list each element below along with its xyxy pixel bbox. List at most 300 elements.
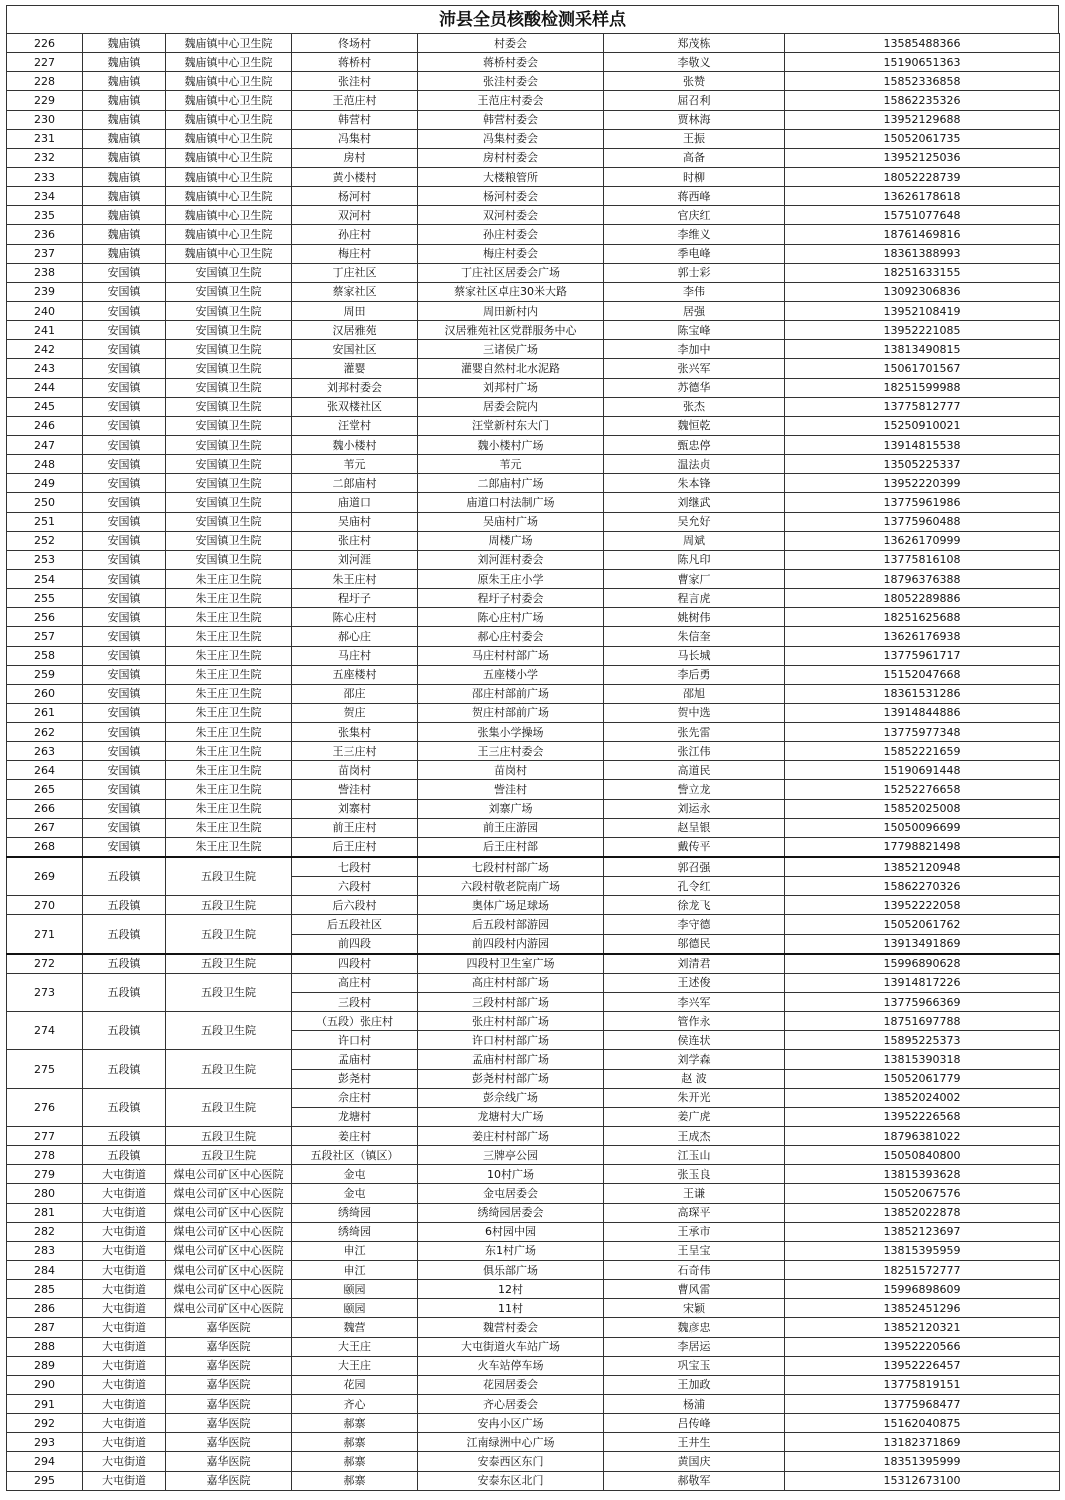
contact-cell: 张赞 (604, 72, 785, 91)
table-row (7, 359, 1060, 378)
village-cell: 梅庄村 (292, 244, 418, 263)
hospital-cell: 魏庙镇中心卫生院 (166, 91, 292, 110)
phone-cell: 15996890628 (785, 954, 1060, 974)
phone-cell: 15162040875 (785, 1414, 1060, 1433)
location-cell: 蒋桥村委会 (418, 53, 604, 72)
village-cell: 房村 (292, 148, 418, 167)
table-row (7, 225, 1060, 244)
table-row (7, 1433, 1060, 1452)
row-number: 246 (7, 416, 83, 435)
phone-cell: 13952108419 (785, 301, 1060, 320)
phone-cell: 13585488366 (785, 34, 1060, 53)
phone-cell: 13852123697 (785, 1222, 1060, 1241)
row-number: 287 (7, 1318, 83, 1337)
village-cell: 刘河涯 (292, 550, 418, 569)
contact-cell: 孔令红 (604, 877, 785, 896)
phone-cell: 13775966369 (785, 993, 1060, 1012)
phone-cell: 13852451296 (785, 1299, 1060, 1318)
hospital-cell: 魏庙镇中心卫生院 (166, 129, 292, 148)
table-row (7, 818, 1060, 837)
contact-cell: 程言虎 (604, 589, 785, 608)
village-cell: 彭尧村 (292, 1069, 418, 1088)
contact-cell: 吴允好 (604, 512, 785, 531)
location-cell: 三牌亭公园 (418, 1146, 604, 1165)
phone-cell: 13952125036 (785, 148, 1060, 167)
village-cell: 孙庄村 (292, 225, 418, 244)
town-cell: 安国镇 (83, 646, 166, 665)
town-cell: 安国镇 (83, 761, 166, 780)
phone-cell: 13852024002 (785, 1088, 1060, 1107)
town-cell: 魏庙镇 (83, 167, 166, 186)
row-number: 282 (7, 1222, 83, 1241)
village-cell: 马庄村 (292, 646, 418, 665)
location-cell: 江南绿洲中心广场 (418, 1433, 604, 1452)
table-row (7, 378, 1060, 397)
town-cell: 魏庙镇 (83, 34, 166, 53)
village-cell: 颐园 (292, 1299, 418, 1318)
phone-cell: 13182371869 (785, 1433, 1060, 1452)
phone-cell: 13626170999 (785, 531, 1060, 550)
village-cell: 龙塘村 (292, 1107, 418, 1126)
town-cell: 五段镇 (83, 973, 166, 1011)
town-cell: 魏庙镇 (83, 53, 166, 72)
town-cell: 魏庙镇 (83, 72, 166, 91)
contact-cell: 魏恒乾 (604, 416, 785, 435)
hospital-cell: 安国镇卫生院 (166, 550, 292, 569)
table-row (7, 531, 1060, 550)
hospital-cell: 朱王庄卫生院 (166, 799, 292, 818)
town-cell: 安国镇 (83, 531, 166, 550)
phone-cell: 18361388993 (785, 244, 1060, 263)
village-cell: 齐心 (292, 1394, 418, 1413)
village-cell: 朱王庄村 (292, 569, 418, 588)
contact-cell: 李伟 (604, 282, 785, 301)
contact-cell: 朱开光 (604, 1088, 785, 1107)
location-cell: 刘河涯村委会 (418, 550, 604, 569)
town-cell: 大屯街道 (83, 1471, 166, 1490)
phone-cell: 15061701567 (785, 359, 1060, 378)
sheet-title: 沛县全员核酸检测采样点 (6, 5, 1059, 33)
location-cell: 12村 (418, 1280, 604, 1299)
contact-cell: 马长城 (604, 646, 785, 665)
table-row (7, 340, 1060, 359)
village-cell: （五段）张庄村 (292, 1012, 418, 1031)
table-row (7, 512, 1060, 531)
table-row (7, 915, 1060, 934)
village-cell: 孟庙村 (292, 1050, 418, 1069)
village-cell: 花园 (292, 1375, 418, 1394)
contact-cell: 屈召利 (604, 91, 785, 110)
table-row (7, 742, 1060, 761)
hospital-cell: 五段卫生院 (166, 1050, 292, 1088)
table-row (7, 493, 1060, 512)
location-cell: 姜庄村村部广场 (418, 1127, 604, 1146)
village-cell: 蒋桥村 (292, 53, 418, 72)
town-cell: 大屯街道 (83, 1356, 166, 1375)
location-cell: 高庄村村部广场 (418, 973, 604, 992)
town-cell: 安国镇 (83, 359, 166, 378)
location-cell: 五座楼小学 (418, 665, 604, 684)
row-number: 243 (7, 359, 83, 378)
village-cell: 苇元 (292, 455, 418, 474)
table-row (7, 1394, 1060, 1413)
hospital-cell: 魏庙镇中心卫生院 (166, 110, 292, 129)
village-cell: 安国社区 (292, 340, 418, 359)
phone-cell: 13952129688 (785, 110, 1060, 129)
location-cell: 汪堂新村东大门 (418, 416, 604, 435)
row-number: 267 (7, 818, 83, 837)
contact-cell: 江玉山 (604, 1146, 785, 1165)
village-cell: 双河村 (292, 206, 418, 225)
table-row (7, 857, 1060, 877)
town-cell: 大屯街道 (83, 1261, 166, 1280)
row-number: 247 (7, 435, 83, 454)
contact-cell: 李敬义 (604, 53, 785, 72)
table-row (7, 589, 1060, 608)
location-cell: 许口村村部广场 (418, 1031, 604, 1050)
contact-cell: 石奇伟 (604, 1261, 785, 1280)
hospital-cell: 朱王庄卫生院 (166, 646, 292, 665)
hospital-cell: 魏庙镇中心卫生院 (166, 148, 292, 167)
town-cell: 五段镇 (83, 857, 166, 896)
town-cell: 五段镇 (83, 1088, 166, 1126)
hospital-cell: 朱王庄卫生院 (166, 569, 292, 588)
hospital-cell: 五段卫生院 (166, 954, 292, 974)
hospital-cell: 朱王庄卫生院 (166, 818, 292, 837)
hospital-cell: 安国镇卫生院 (166, 282, 292, 301)
phone-cell: 15050096699 (785, 818, 1060, 837)
town-cell: 安国镇 (83, 684, 166, 703)
contact-cell: 姚树伟 (604, 608, 785, 627)
village-cell: 刘邦村委会 (292, 378, 418, 397)
contact-cell: 黄国庆 (604, 1452, 785, 1471)
town-cell: 安国镇 (83, 550, 166, 569)
phone-cell: 15751077648 (785, 206, 1060, 225)
row-number: 283 (7, 1241, 83, 1260)
row-number: 291 (7, 1394, 83, 1413)
contact-cell: 张兴军 (604, 359, 785, 378)
phone-cell: 13815393628 (785, 1165, 1060, 1184)
table-row (7, 954, 1060, 974)
phone-cell: 15312673100 (785, 1471, 1060, 1490)
row-number: 255 (7, 589, 83, 608)
phone-cell: 15862235326 (785, 91, 1060, 110)
row-number: 276 (7, 1088, 83, 1126)
row-number: 248 (7, 455, 83, 474)
village-cell: 四段村 (292, 954, 418, 974)
hospital-cell: 魏庙镇中心卫生院 (166, 167, 292, 186)
phone-cell: 18796381022 (785, 1127, 1060, 1146)
village-cell: 郝寨 (292, 1414, 418, 1433)
hospital-cell: 安国镇卫生院 (166, 474, 292, 493)
town-cell: 魏庙镇 (83, 129, 166, 148)
hospital-cell: 朱王庄卫生院 (166, 761, 292, 780)
row-number: 233 (7, 167, 83, 186)
location-cell: 周楼广场 (418, 531, 604, 550)
contact-cell: 郝敬军 (604, 1471, 785, 1490)
phone-cell: 13913491869 (785, 934, 1060, 954)
row-number: 293 (7, 1433, 83, 1452)
hospital-cell: 煤电公司矿区中心医院 (166, 1299, 292, 1318)
town-cell: 大屯街道 (83, 1222, 166, 1241)
hospital-cell: 朱王庄卫生院 (166, 837, 292, 857)
row-number: 260 (7, 684, 83, 703)
town-cell: 安国镇 (83, 818, 166, 837)
village-cell: 姜庄村 (292, 1127, 418, 1146)
contact-cell: 陈凡印 (604, 550, 785, 569)
phone-cell: 15052061735 (785, 129, 1060, 148)
contact-cell: 高琛平 (604, 1203, 785, 1222)
table-row (7, 569, 1060, 588)
town-cell: 大屯街道 (83, 1452, 166, 1471)
hospital-cell: 安国镇卫生院 (166, 397, 292, 416)
location-cell: 王三庄村委会 (418, 742, 604, 761)
hospital-cell: 五段卫生院 (166, 896, 292, 915)
town-cell: 五段镇 (83, 915, 166, 954)
village-cell: 丁庄社区 (292, 263, 418, 282)
village-cell: 灌婴 (292, 359, 418, 378)
phone-cell: 18351395999 (785, 1452, 1060, 1471)
contact-cell: 王呈宝 (604, 1241, 785, 1260)
location-cell: 訾洼村 (418, 780, 604, 799)
phone-cell: 13626178618 (785, 187, 1060, 206)
table-row (7, 1203, 1060, 1222)
location-cell: 居委会院内 (418, 397, 604, 416)
contact-cell: 巩宝玉 (604, 1356, 785, 1375)
location-cell: 三段村村部广场 (418, 993, 604, 1012)
table-row (7, 53, 1060, 72)
phone-cell: 15852336858 (785, 72, 1060, 91)
village-cell: 郝寨 (292, 1433, 418, 1452)
town-cell: 五段镇 (83, 1146, 166, 1165)
row-number: 242 (7, 340, 83, 359)
contact-cell: 陈宝峰 (604, 321, 785, 340)
table-row (7, 1222, 1060, 1241)
row-number: 258 (7, 646, 83, 665)
town-cell: 安国镇 (83, 493, 166, 512)
contact-cell: 刘学森 (604, 1050, 785, 1069)
village-cell: 金屯 (292, 1165, 418, 1184)
hospital-cell: 魏庙镇中心卫生院 (166, 72, 292, 91)
town-cell: 魏庙镇 (83, 206, 166, 225)
village-cell: 五段社区（镇区） (292, 1146, 418, 1165)
row-number: 240 (7, 301, 83, 320)
phone-cell: 15250910021 (785, 416, 1060, 435)
location-cell: 贺庄村部前广场 (418, 703, 604, 722)
hospital-cell: 嘉华医院 (166, 1337, 292, 1356)
town-cell: 安国镇 (83, 703, 166, 722)
town-cell: 魏庙镇 (83, 91, 166, 110)
table-row (7, 1452, 1060, 1471)
table-row (7, 1088, 1060, 1107)
location-cell: 花园居委会 (418, 1375, 604, 1394)
contact-cell: 王成杰 (604, 1127, 785, 1146)
contact-cell: 王谦 (604, 1184, 785, 1203)
hospital-cell: 魏庙镇中心卫生院 (166, 53, 292, 72)
table-row (7, 646, 1060, 665)
hospital-cell: 五段卫生院 (166, 1012, 292, 1050)
location-cell: 韩营村委会 (418, 110, 604, 129)
hospital-cell: 嘉华医院 (166, 1452, 292, 1471)
town-cell: 魏庙镇 (83, 148, 166, 167)
village-cell: 佟场村 (292, 34, 418, 53)
location-cell: 吴庙村广场 (418, 512, 604, 531)
village-cell: 刘寨村 (292, 799, 418, 818)
phone-cell: 13952220399 (785, 474, 1060, 493)
table-row (7, 627, 1060, 646)
location-cell: 孙庄村委会 (418, 225, 604, 244)
row-number: 294 (7, 1452, 83, 1471)
row-number: 250 (7, 493, 83, 512)
hospital-cell: 魏庙镇中心卫生院 (166, 244, 292, 263)
village-cell: 六段村 (292, 877, 418, 896)
village-cell: 二郎庙村 (292, 474, 418, 493)
phone-cell: 13092306836 (785, 282, 1060, 301)
phone-cell: 13775961986 (785, 493, 1060, 512)
location-cell: 郝心庄村委会 (418, 627, 604, 646)
location-cell: 魏小楼村广场 (418, 435, 604, 454)
hospital-cell: 魏庙镇中心卫生院 (166, 225, 292, 244)
contact-cell: 姜广虎 (604, 1107, 785, 1126)
village-cell: 绣绮园 (292, 1203, 418, 1222)
village-cell: 张庄村 (292, 531, 418, 550)
contact-cell: 李维义 (604, 225, 785, 244)
hospital-cell: 朱王庄卫生院 (166, 742, 292, 761)
hospital-cell: 嘉华医院 (166, 1356, 292, 1375)
town-cell: 魏庙镇 (83, 244, 166, 263)
town-cell: 安国镇 (83, 742, 166, 761)
contact-cell: 官庆红 (604, 206, 785, 225)
contact-cell: 高备 (604, 148, 785, 167)
location-cell: 龙塘村大广场 (418, 1107, 604, 1126)
table-row (7, 263, 1060, 282)
location-cell: 安泰西区东门 (418, 1452, 604, 1471)
contact-cell: 朱信奎 (604, 627, 785, 646)
contact-cell: 王井生 (604, 1433, 785, 1452)
phone-cell: 15052061779 (785, 1069, 1060, 1088)
row-number: 285 (7, 1280, 83, 1299)
phone-cell: 18251625688 (785, 608, 1060, 627)
row-number: 253 (7, 550, 83, 569)
location-cell: 俱乐部广场 (418, 1261, 604, 1280)
village-cell: 陈心庄村 (292, 608, 418, 627)
contact-cell: 张玉良 (604, 1165, 785, 1184)
location-cell: 刘寨广场 (418, 799, 604, 818)
hospital-cell: 朱王庄卫生院 (166, 665, 292, 684)
village-cell: 贺庄 (292, 703, 418, 722)
phone-cell: 13775977348 (785, 723, 1060, 742)
table-row (7, 665, 1060, 684)
table-row (7, 780, 1060, 799)
village-cell: 郝寨 (292, 1452, 418, 1471)
table-row (7, 1337, 1060, 1356)
row-number: 238 (7, 263, 83, 282)
village-cell: 魏营 (292, 1318, 418, 1337)
village-cell: 后六段村 (292, 896, 418, 915)
row-number: 295 (7, 1471, 83, 1490)
phone-cell: 15190691448 (785, 761, 1060, 780)
phone-cell: 13775816108 (785, 550, 1060, 569)
town-cell: 安国镇 (83, 455, 166, 474)
town-cell: 大屯街道 (83, 1299, 166, 1318)
table-body (7, 34, 1060, 1491)
town-cell: 安国镇 (83, 321, 166, 340)
contact-cell: 李后勇 (604, 665, 785, 684)
contact-cell: 魏彦忠 (604, 1318, 785, 1337)
contact-cell: 蒋西峰 (604, 187, 785, 206)
contact-cell: 王承市 (604, 1222, 785, 1241)
phone-cell: 13775819151 (785, 1375, 1060, 1394)
village-cell: 邵庄 (292, 684, 418, 703)
hospital-cell: 煤电公司矿区中心医院 (166, 1203, 292, 1222)
location-cell: 杨河村委会 (418, 187, 604, 206)
hospital-cell: 煤电公司矿区中心医院 (166, 1241, 292, 1260)
hospital-cell: 朱王庄卫生院 (166, 723, 292, 742)
contact-cell: 吕传峰 (604, 1414, 785, 1433)
contact-cell: 居强 (604, 301, 785, 320)
town-cell: 大屯街道 (83, 1394, 166, 1413)
table-row (7, 1012, 1060, 1031)
row-number: 288 (7, 1337, 83, 1356)
town-cell: 安国镇 (83, 378, 166, 397)
location-cell: 六段村敬老院南广场 (418, 877, 604, 896)
row-number: 254 (7, 569, 83, 588)
contact-cell: 侯连状 (604, 1031, 785, 1050)
town-cell: 安国镇 (83, 723, 166, 742)
village-cell: 许口村 (292, 1031, 418, 1050)
phone-cell: 13952220566 (785, 1337, 1060, 1356)
location-cell: 周田新村内 (418, 301, 604, 320)
table-row (7, 435, 1060, 454)
village-cell: 前王庄村 (292, 818, 418, 837)
row-number: 234 (7, 187, 83, 206)
village-cell: 张双楼社区 (292, 397, 418, 416)
table-row (7, 1261, 1060, 1280)
table-row (7, 799, 1060, 818)
hospital-cell: 五段卫生院 (166, 1088, 292, 1126)
hospital-cell: 安国镇卫生院 (166, 359, 292, 378)
town-cell: 安国镇 (83, 474, 166, 493)
row-number: 232 (7, 148, 83, 167)
phone-cell: 13852120321 (785, 1318, 1060, 1337)
row-number: 292 (7, 1414, 83, 1433)
sampling-site-table (6, 33, 1060, 1491)
table-row (7, 301, 1060, 320)
village-cell: 吴庙村 (292, 512, 418, 531)
phone-cell: 15152047668 (785, 665, 1060, 684)
phone-cell: 18251599988 (785, 378, 1060, 397)
row-number: 227 (7, 53, 83, 72)
hospital-cell: 煤电公司矿区中心医院 (166, 1165, 292, 1184)
table-row (7, 282, 1060, 301)
location-cell: 张洼村委会 (418, 72, 604, 91)
contact-cell: 管作永 (604, 1012, 785, 1031)
contact-cell: 甄忠停 (604, 435, 785, 454)
hospital-cell: 魏庙镇中心卫生院 (166, 187, 292, 206)
table-row (7, 837, 1060, 857)
row-number: 229 (7, 91, 83, 110)
hospital-cell: 安国镇卫生院 (166, 531, 292, 550)
table-row (7, 761, 1060, 780)
hospital-cell: 嘉华医院 (166, 1375, 292, 1394)
hospital-cell: 朱王庄卫生院 (166, 684, 292, 703)
contact-cell: 贾林海 (604, 110, 785, 129)
phone-cell: 18251633155 (785, 263, 1060, 282)
phone-cell: 13852120948 (785, 857, 1060, 877)
contact-cell: 李守德 (604, 915, 785, 934)
hospital-cell: 五段卫生院 (166, 1127, 292, 1146)
table-row (7, 167, 1060, 186)
